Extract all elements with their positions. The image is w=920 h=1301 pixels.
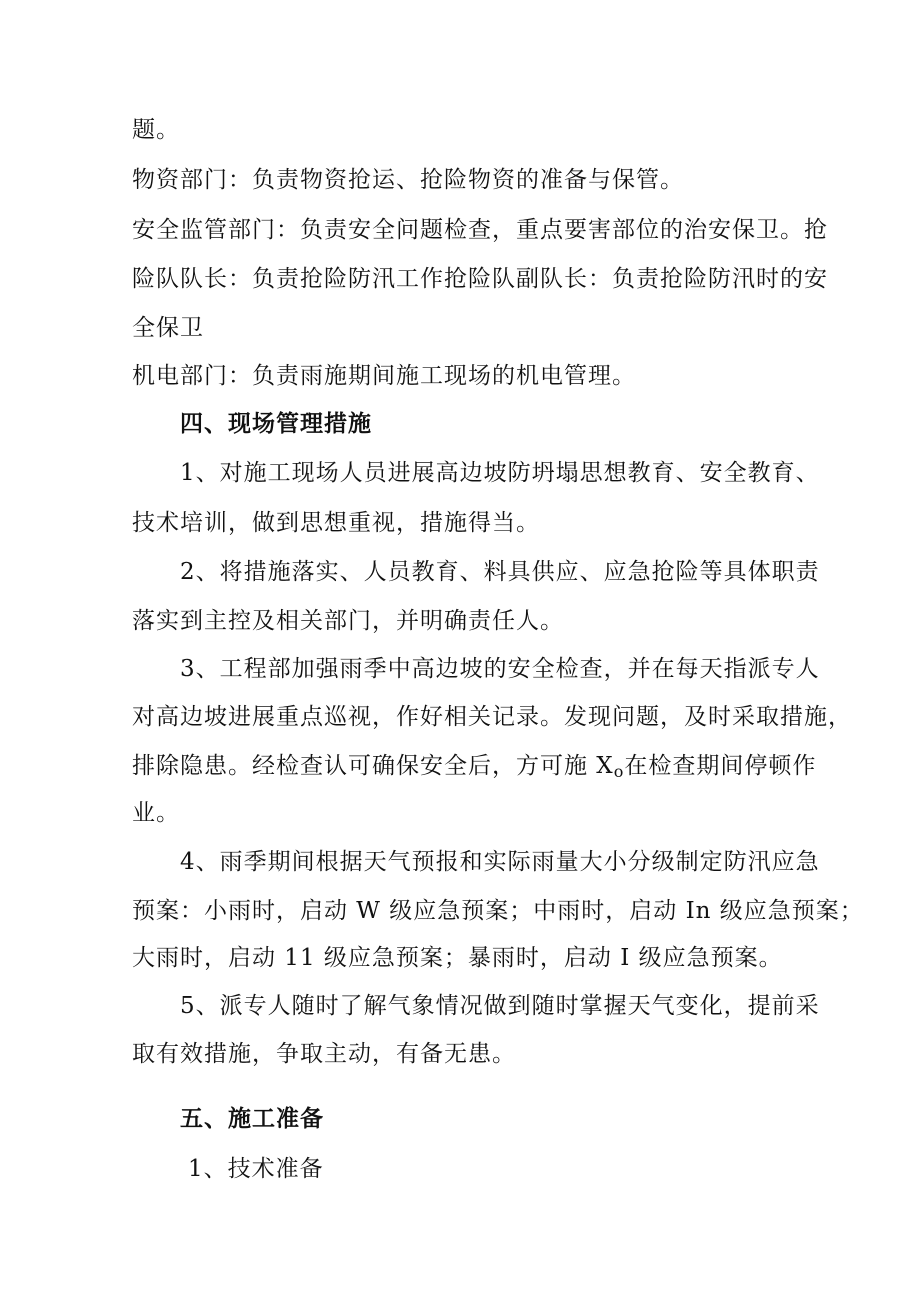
text-segment: 排除隐患。经检查认可确保安全后，方可施 X <box>132 753 614 779</box>
text-line: 4、雨季期间根据天气预报和实际雨量大小分级制定防汛应急 <box>180 849 820 875</box>
text-line: 落实到主控及相关部门，并明确责任人。 <box>132 608 564 634</box>
text-line: 安全监管部门：负责安全问题检查，重点要害部位的治安保卫。抢 <box>132 217 828 243</box>
text-line: 预案：小雨时，启动 W 级应急预案；中雨时，启动 In 级应急预案； <box>132 898 864 924</box>
text-line: 2、将措施落实、人员教育、料具供应、应急抢险等具体职责 <box>180 559 820 585</box>
text-line <box>132 751 817 787</box>
text-line: 取有效措施，争取主动，有备无患。 <box>132 1041 516 1067</box>
text-line: 物资部门：负责物资抢运、抢险物资的准备与保管。 <box>132 167 684 193</box>
text-line: 1、对施工现场人员进展高边坡防坍塌思想教育、安全教育、 <box>180 460 820 486</box>
text-segment: 在检查期间停顿作 <box>624 753 817 779</box>
text-line: 3、工程部加强雨季中高边坡的安全检查，并在每天指派专人 <box>180 656 820 682</box>
text-line: 机电部门：负责雨施期间施工现场的机电管理。 <box>132 363 636 389</box>
text-line: 大雨时，启动 11 级应急预案；暴雨时，启动 I 级应急预案。 <box>132 945 783 971</box>
text-line: 全保卫 <box>132 315 204 341</box>
subscript-text: o <box>613 762 625 781</box>
section-heading: 五、施工准备 <box>180 1105 324 1132</box>
text-line: 险队队长：负责抢险防汛工作抢险队副队长：负责抢险防汛时的安 <box>132 266 828 292</box>
text-line: 题。 <box>132 117 180 143</box>
text-line: 业。 <box>132 800 180 826</box>
text-line: 对高边坡进展重点巡视，作好相关记录。发现问题，及时采取措施， <box>132 704 852 730</box>
subsection-heading: 1、技术准备 <box>188 1156 324 1182</box>
section-heading: 四、现场管理措施 <box>180 410 372 437</box>
text-line: 技术培训，做到思想重视，措施得当。 <box>132 510 540 536</box>
text-line: 5、派专人随时了解气象情况做到随时掌握天气变化，提前采 <box>180 993 820 1019</box>
